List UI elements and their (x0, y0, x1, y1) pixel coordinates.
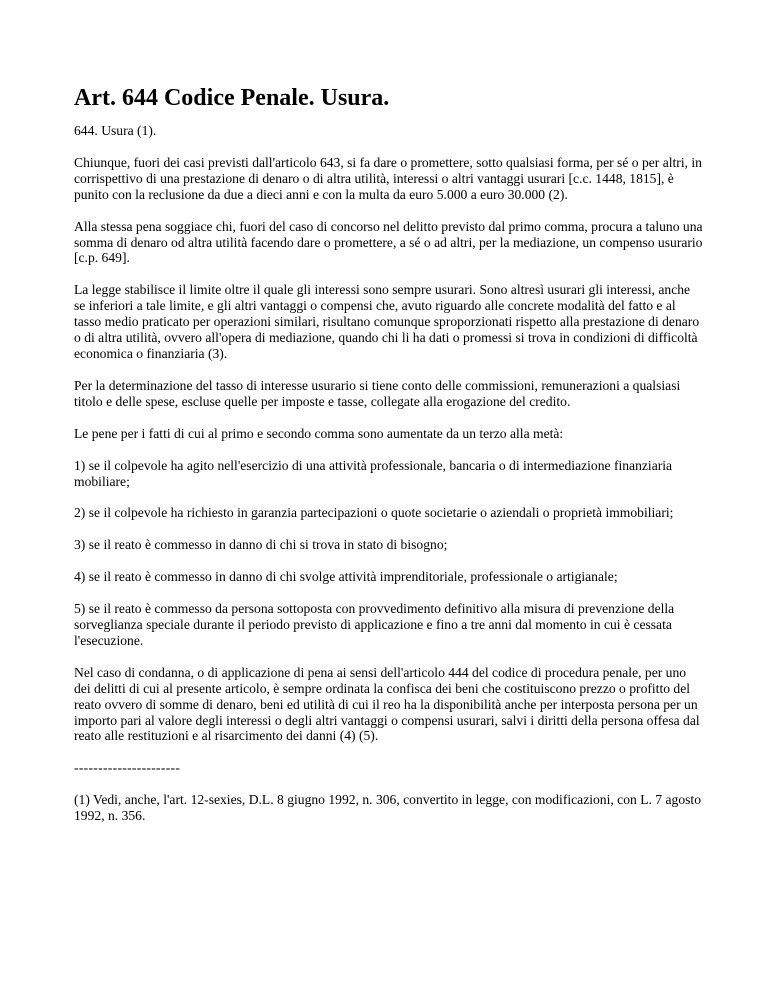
paragraph-comma-1: Chiunque, fuori dei casi previsti dall'articolo 643, si fa dare o promettere, sotto qualsiasi forma, per sé o per altri, in corrispettivo di una prestazione di denaro o di altra utilità, interessi o altri vantaggi usurari [c.c. 1448, 1815], è punito con la reclusione da due a dieci anni e con la multa da euro 5.000 a euro 30.000 (2). (74, 154, 702, 202)
list-item-2: 2) se il colpevole ha richiesto in garanzia partecipazioni o quote societarie o aziendali o proprietà immobiliari; (74, 505, 674, 521)
document-page (74, 74, 704, 840)
paragraph-comma-4: Per la determinazione del tasso di interesse usurario si tiene conto delle commissioni, remunerazioni a qualsiasi titolo e delle spese, escluse quelle per imposte e tasse, collegate alla erogazione del credito. (74, 377, 681, 409)
paragraph-comma-3: La legge stabilisce il limite oltre il quale gli interessi sono sempre usurari. Sono altresì usurari gli interessi, anche se inferiori a tale limite, e gli altri vantaggi o compensi che, avuto riguardo alle concrete modalità del fatto e al tasso medio praticato per operazioni similari, risultano comunque sproporzionati rispetto alla prestazione di denaro o di altra utilità, ovvero all'opera di mediazione, quando chi li ha dati o promessi si trova in condizioni di difficoltà economica o finanziaria (3). (74, 282, 700, 361)
list-item-1: 1) se il colpevole ha agito nell'esercizio di una attività professionale, bancaria o di intermediazione finanziaria mobiliare; (74, 457, 673, 489)
paragraph-comma-6: Nel caso di condanna, o di applicazione di pena ai sensi dell'articolo 444 del codice di procedura penale, per uno dei delitti di cui al presente articolo, è sempre ordinata la confisca dei beni che costituiscono prezzo o profitto del reato ovvero di somme di denaro, beni ed utilità di cui il reo ha la disponibilità anche per interposta persona per un importo pari al valore degli interessi o degli altri vantaggi o compensi usurari, salvi i diritti della persona offesa dal reato alle restituzioni e al risarcimento dei danni (4) (5). (74, 664, 700, 744)
list-item-3: 3) se il reato è commesso in danno di chi si trova in stato di bisogno; (74, 537, 448, 553)
article-heading: 644. Usura (1). (74, 123, 157, 138)
list-item-5: 5) se il reato è commesso da persona sottoposta con provvedimento definitivo alla misura di prevenzione della sorveglianza speciale durante il periodo previsto di applicazione e fino a tre anni dal momento in cui è cessata l'esecuzione. (74, 601, 675, 648)
paragraph-comma-2: Alla stessa pena soggiace chi, fuori del caso di concorso nel delitto previsto dal primo comma, procura a taluno una somma di denaro od altra utilità facendo dare o promettere, a sé o ad altri, per la mediazione, un compenso usurario [c.p. 649]. (74, 218, 703, 266)
paragraph-comma-5: Le pene per i fatti di cui al primo e secondo comma sono aumentate da un terzo alla metà: (74, 425, 564, 441)
list-item-4: 4) se il reato è commesso in danno di chi svolge attività imprenditoriale, professionale o artigianale; (74, 569, 618, 585)
footnote-1: (1) Vedi, anche, l'art. 12-sexies, D.L. 8 giugno 1992, n. 306, convertito in legge, con modificazioni, con L. 7 agosto 1992, n. 356. (74, 792, 701, 824)
document-title: Art. 644 Codice Penale. Usura. (74, 85, 390, 111)
footnote-separator: ---------------------- (74, 760, 181, 776)
